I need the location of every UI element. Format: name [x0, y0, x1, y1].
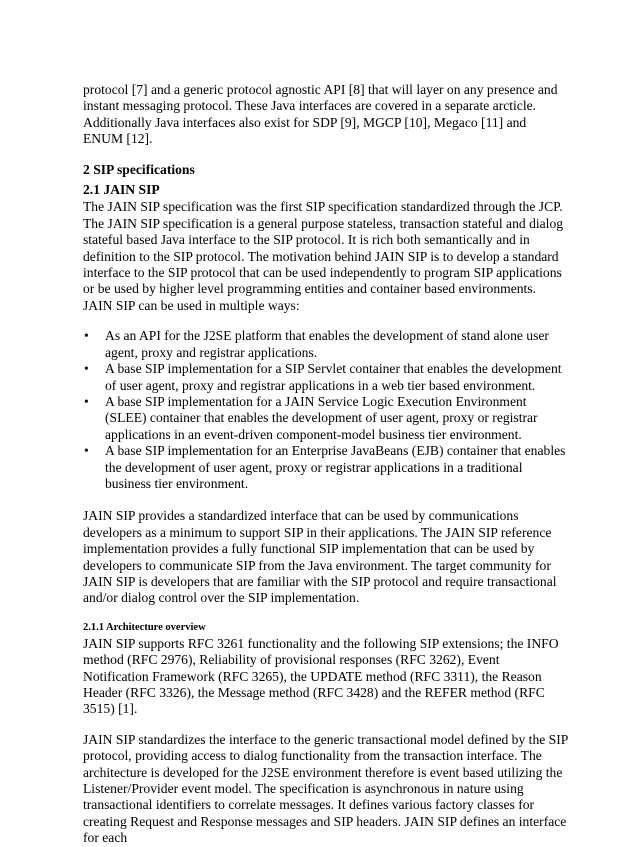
section-heading: 2 SIP specifications: [83, 161, 195, 177]
list-item: • A base SIP implementation for an Enterprise JavaBeans (EJB) container that enables the development of user agent, proxy or registrar applications in a traditional business tier environment.: [83, 443, 568, 492]
body-paragraph: JAIN SIP standardizes the interface to the generic transactional model defined by the SIP protocol, providing access to dialog functionality from the transaction interface. The architecture is developed for the J2SE environment therefore is event based utilizing the Listener/Provider event model. The specification is asynchronous in nature using transactional identifiers to correlate messages. It defines various factory classes for creating Request and Response messages and SIP headers. JAIN SIP defines an interface for each: [83, 731, 568, 846]
list-item: • A base SIP implementation for a SIP Servlet container that enables the development of user agent, proxy and registrar applications in a web tier based environment.: [83, 361, 568, 394]
body-paragraph: JAIN SIP supports RFC 3261 functionality and the following SIP extensions; the INFO method (RFC 2976), Reliability of provisional responses (RFC 3262), Event Notification Framework (RFC 3265), the UPDATE method (RFC 3311), the Reason Header (RFC 3326), the Message method (RFC 3428) and the REFER method (RFC 3515) [1].: [83, 635, 559, 717]
subsection-heading: 2.1 JAIN SIP: [83, 182, 160, 198]
list-item: • A base SIP implementation for a JAIN Service Logic Execution Environment (SLEE) container that enables the development of user agent, proxy or registrar applications in an event-driven component-model business tier environment.: [83, 394, 568, 443]
bullet-list: [83, 328, 568, 492]
list-item: • As an API for the J2SE platform that enables the development of stand alone user agent, proxy and registrar applications.: [83, 328, 568, 361]
intro-paragraph: protocol [7] and a generic protocol agnostic API [8] that will layer on any presence and instant messaging protocol. These Java interfaces are covered in a separate arcticle. Additionally Java interfaces also exist for SDP [9], MGCP [10], Megaco [11] and ENUM [12].: [83, 82, 558, 147]
body-paragraph: The JAIN SIP specification was the first SIP specification standardized through the JCP. The JAIN SIP specification is a general purpose stateless, transaction stateful and dialog stateful based Java interface to the SIP protocol. It is rich both semantically and in definition to the SIP protocol. The motivation behind JAIN SIP is to develop a standard interface to the SIP protocol that can be used independently to program SIP applications or be used by higher level programming entities and container based environments. JAIN SIP can be used in multiple ways:: [83, 199, 564, 313]
subsubsection-heading: 2.1.1 Architecture overview: [83, 621, 206, 633]
body-paragraph: JAIN SIP provides a standardized interface that can be used by communications developers as a minimum to support SIP in their applications. The JAIN SIP reference implementation provides a fully functional SIP implementation that can be used by developers to communicate SIP from the Java environment. The target community for JAIN SIP is developers that are familiar with the SIP protocol and require transactional and/or dialog control over the SIP implementation.: [83, 508, 557, 606]
